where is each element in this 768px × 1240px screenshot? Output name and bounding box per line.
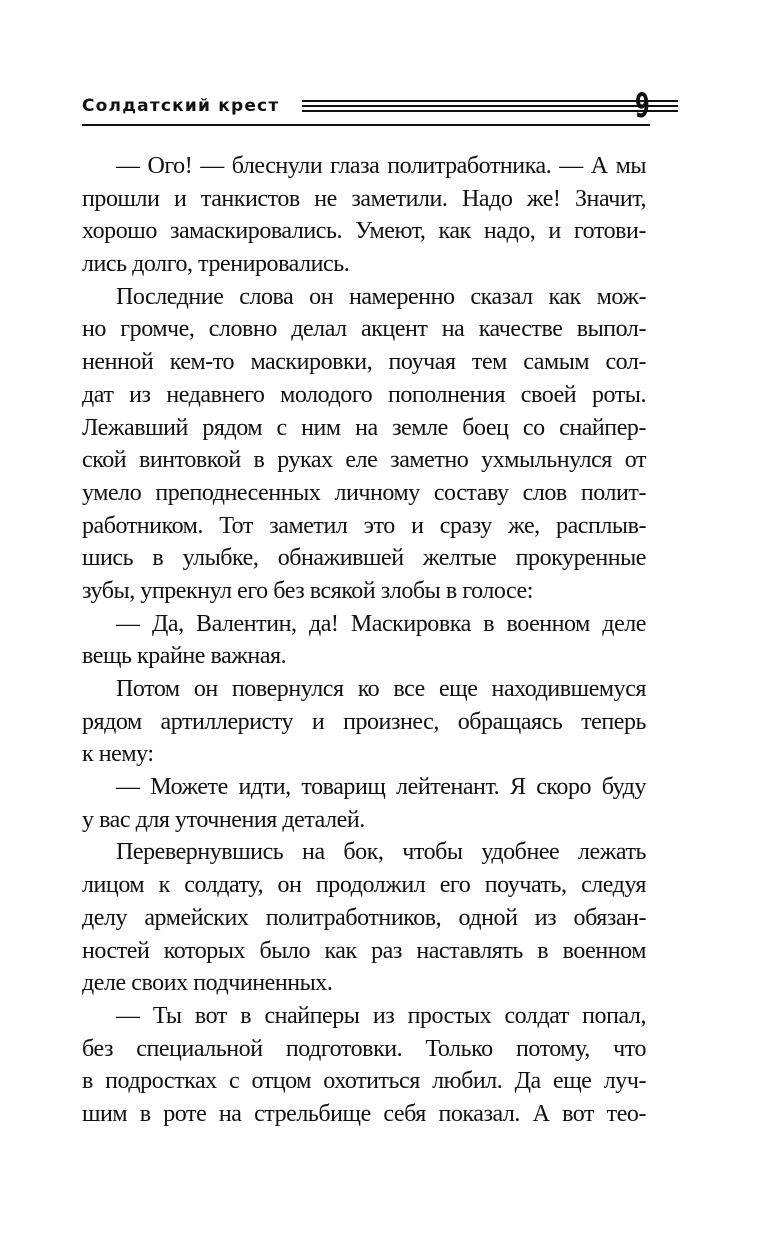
text-line: ностей которых было как раз наставлять в военном — [82, 937, 646, 964]
text-line: прошли и танкистов не заметили. Надо же! Значит, — [82, 185, 646, 212]
text-line: делу армейских политработников, одной из обязан- — [82, 904, 646, 931]
text-line: вещь крайне важная. — [82, 643, 287, 670]
text-line: Потом он повернулся ко все еще находившемуся — [116, 676, 646, 702]
paragraph — [82, 771, 646, 836]
text-line: ненной кем-то маскировки, поучая тем самым сол- — [82, 349, 646, 376]
paragraph — [82, 1000, 646, 1131]
text-line: ской винтовкой в руках еле заметно ухмыльнулся от — [82, 447, 646, 474]
paragraph — [82, 836, 646, 999]
text-line: — Ого! — блеснули глаза политработника. — А мы — [116, 153, 646, 179]
text-line: рядом артиллеристу и произнес, обращаясь теперь — [82, 708, 646, 735]
text-line: — Да, Валентин, да! Маскировка в военном деле — [116, 610, 646, 637]
header-underline — [82, 124, 650, 126]
text-line: умело преподнесенных личному составу слов полит- — [82, 479, 646, 506]
text-line: лицом к солдату, он продолжил его поучать, следуя — [82, 872, 646, 899]
body-text — [82, 150, 646, 1131]
text-line: — Ты вот в снайперы из простых солдат попал, — [116, 1002, 646, 1029]
text-line: Последние слова он намеренно сказал как мож- — [116, 283, 646, 310]
text-line: Перевернувшись на бок, чтобы удобнее лежать — [116, 839, 646, 866]
text-line: у вас для уточнения деталей. — [82, 806, 365, 833]
page-number: 9 — [635, 86, 650, 126]
text-line: к нему: — [82, 741, 154, 768]
paragraph — [82, 608, 646, 673]
text-line: без специальной подготовки. Только потому, что — [82, 1035, 646, 1062]
text-line: — Можете идти, товарищ лейтенант. Я скоро буду — [116, 774, 646, 801]
running-header — [82, 86, 650, 126]
text-line: зубы, упрекнул его без всякой злобы в голосе: — [82, 577, 533, 604]
text-line: шим в роте на стрельбище себя показал. А вот тео- — [82, 1100, 646, 1127]
paragraph — [82, 673, 646, 771]
running-title: Солдатский крест — [82, 96, 280, 116]
paragraph — [82, 281, 646, 608]
text-line: лись долго, тренировались. — [82, 251, 350, 278]
text-line: но громче, словно делал акцент на качестве выпол- — [82, 316, 646, 343]
text-line: Лежавший рядом с ним на земле боец со снайпер- — [82, 414, 646, 441]
text-line: деле своих подчиненных. — [82, 970, 333, 997]
text-line: дат из недавнего молодого пополнения своей роты. — [82, 381, 646, 408]
paragraph — [82, 150, 646, 281]
text-line: шись в улыбке, обнажившей желтые прокуренные — [82, 545, 646, 572]
text-line: хорошо замаскировались. Умеют, как надо, и готови- — [82, 218, 646, 245]
header-rule — [302, 100, 678, 112]
text-line: в подростках с отцом охотиться любил. Да еще луч- — [82, 1068, 646, 1095]
text-line: работником. Тот заметил это и сразу же, расплыв- — [82, 512, 646, 539]
